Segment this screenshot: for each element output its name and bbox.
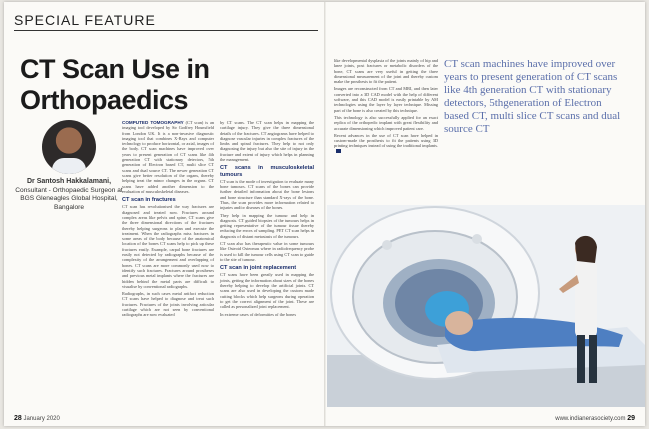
paragraph: by CT scans. The CT scan helps in mapping the cartilage injury. They give the three dimensional details of the fractures. CT angiograms have helped to diagnose vascular injuries in complex fractures of the limbs and spinal fractures. They help to not only diagnosing the injury but also the site of injury in the fracture and extent of injury which helps in planning the management. [220, 120, 314, 163]
author-photo [42, 120, 96, 174]
paragraph: Radiographs, in such cases metal artifact reduction CT scans have helped to diagnose and treat such fractures. Fractures of the joints involving articular cartilage which are not seen by conventional radiographs are now evaluated [122, 291, 214, 318]
issue-date: January 2020 [23, 416, 60, 422]
section-label: SPECIAL FEATURE [14, 12, 156, 28]
heading-fractures: CT scan in fractures [122, 197, 176, 204]
column-3 [334, 58, 438, 156]
website-url: www.indianerasociety.com [555, 416, 626, 422]
column-2 [220, 120, 314, 319]
page-number-left: 28 [14, 415, 22, 422]
intro-text: (CT scan) is an imaging tool developed by Sir Godfrey Hounsfield from London UK. It is a non-invasive diagnostic imaging tool that combines X-Rays and computer technology to produce horizontal, or axial, images of the body. CT scan machines have improved over years to present generation of CT scans like 4th generation CT with stationary detectors, 5th generation of Electron based CT, multi slice CT scans and dual source CT. The newer generation CT scans give better resolution of the organs, thereby helping treat the minor changes in the organs. CT scans have added another dimension to the evaluation of musculoskeletal diseases. [122, 120, 214, 194]
author-role: Consultant - Orthopaedic Surgeon at BGS Gleneagles Global Hospital, Bangalore [15, 186, 123, 211]
paragraph: Recent advances in the use of CT scan have helped in custom-made the prosthesis to fit the patients using 3D printing techniques instead of using the traditional implants. [334, 132, 438, 149]
paragraph: like developmental dysplasia of the joints mainly of hip and knee joints, post fractures or metabolic disorders of the bone, CT scans are very useful in getting the three dimensional measurement of the joint and thereby custom make the prosthesis to fit the patient. [334, 58, 438, 85]
column-1 [122, 120, 214, 320]
section-rule [14, 30, 318, 31]
article-title: CT Scan Use in Orthopaedics [20, 54, 210, 115]
footer-right [555, 415, 635, 422]
footer-left [14, 415, 60, 422]
ct-scanner-illustration [327, 205, 645, 407]
lead-term: COMPUTED TOMOGRAPHY [122, 120, 184, 125]
paragraph: CT scans have been greatly used in mapping the joints, getting the information about sizes of the bones thereby helping to develop the artificial joints. CT scans are also used in developing the custom made cutting blocks which help surgeons during operation to get the correct alignment of the joint. These are called as personalized joint replacement. [220, 272, 314, 310]
heading-tumours: CT scans in musculoskeletal tumours [220, 165, 314, 178]
pull-quote: CT scan machines have improved over years to present generation of CT scans like 4th generation CT with stationary detectors, 5thgeneration of Electron based CT, multi slice CT scans and dual source CT [444, 58, 621, 135]
paragraph: Images are reconstructed from CT and MRI, and then later converted into a 3D CAD model with the help of different software, and this CAD model is easily printable by AM technologies using the layer by layer technique. Missing part of the bone is also created by this technique. [334, 86, 438, 113]
page-number-right: 29 [627, 415, 635, 422]
paragraph: They help in mapping the tumour and help in diagnosis. CT guided biopsies of the tumours helps in getting representative of the tumour tissue thereby reducing the errors of sampling. PET CT scan helps in diagnosis of distant metastasis of the tumours. [220, 212, 314, 239]
page-gutter [324, 2, 326, 426]
paragraph: CT scan is the mode of investigation to evaluate many bone tumours. CT scans of the bones can provide further detailed information about the bone lesions and bone structure than standard X-rays of the bone. Thus, the scan provides more information related to injuries and/or diseases of the bones. [220, 178, 314, 211]
paragraph: CT scan has revolutionised the way fractures are diagnosed and treated now. Fractures around complex areas like pelvis and spine, CT scans give the three dimensional directions of the fractures thereby helping surgeons to plan and execute the treatment. When the radiographs miss fractures in some areas of the body because of the anatomical location of the bones CT scans help to pick up these fractures easily. Example, carpal bone fractures are easily not detected by radiographs because of the complexity of the arrangement and overlapping of bones. CT scans are more commonly used now to identify such fractures. Fractures around prostheses and previous metal implants where the fractures are hidden behind the metal parts are difficult to visualise by conventional radiographs. [122, 204, 214, 289]
paragraph: This technology is also successfully applied for an exact replica of the orthopedic implant with great flexibility and accurate dimensioning which improved patient care. [334, 114, 438, 131]
heading-joint-replacement: CT scan in joint replacement [220, 265, 297, 272]
magazine-spread [4, 2, 645, 426]
end-mark-icon [336, 149, 341, 153]
paragraph: CT scan also has therapeutic value in some tumours like Osteoid Osteomas where in radiofrequency probe is used to kill the tumour cells using CT scan to guide to the site of tumour. [220, 241, 314, 262]
author-block [14, 178, 124, 212]
author-name: Dr Santosh Hakkalamani, [26, 178, 112, 185]
ct-scanner-photo [327, 205, 645, 407]
paragraph: In extreme cases of deformities of the bones [220, 311, 297, 317]
